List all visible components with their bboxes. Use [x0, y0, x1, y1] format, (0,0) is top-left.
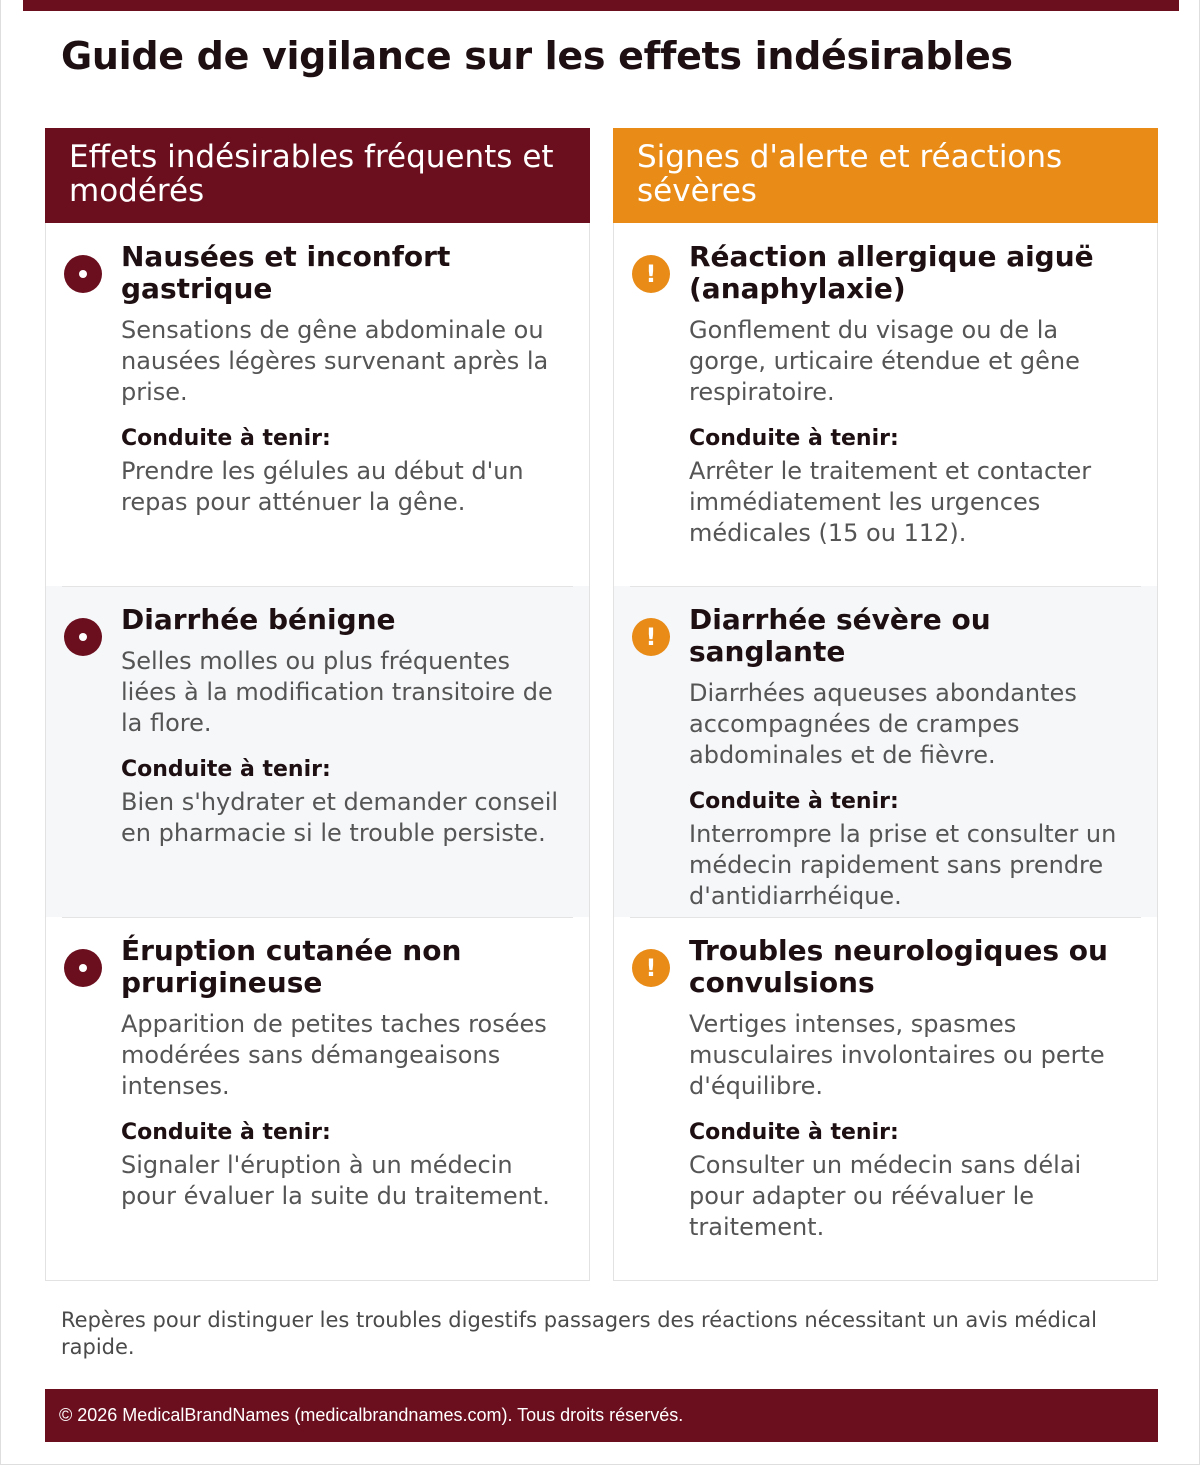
item-action: Prendre les gélules au début d'un repas pour atténuer la gêne. — [121, 457, 524, 516]
action-label: Conduite à tenir: — [689, 426, 899, 451]
exclamation-circle-icon: ! — [632, 949, 670, 987]
item-title: Diarrhée sévère ou sanglante — [689, 603, 991, 668]
list-item — [46, 917, 589, 1279]
divider — [630, 917, 1141, 918]
severe-reactions-column — [613, 128, 1158, 1281]
dot-circle-icon — [64, 255, 102, 293]
action-label: Conduite à tenir: — [121, 426, 331, 451]
divider — [62, 586, 573, 587]
copyright-footer: © 2026 MedicalBrandNames (medicalbrandnames.com). Tous droits réservés. — [45, 1389, 1158, 1442]
list-item — [614, 586, 1157, 917]
item-description: Gonflement du visage ou de la gorge, urticaire étendue et gêne respiratoire. — [689, 316, 1080, 406]
exclamation-circle-icon: ! — [632, 255, 670, 293]
moderate-effects-column — [45, 128, 590, 1281]
item-title: Nausées et inconfort gastrique — [121, 240, 451, 305]
item-title: Éruption cutanée non prurigineuse — [121, 934, 462, 999]
item-description: Apparition de petites taches rosées modérées sans démangeaisons intenses. — [121, 1010, 547, 1100]
severe-reactions-heading: Signes d'alerte et réactions sévères — [613, 128, 1158, 223]
item-action: Signaler l'éruption à un médecin pour évaluer la suite du traitement. — [121, 1151, 550, 1210]
item-description: Diarrhées aqueuses abondantes accompagnées de crampes abdominales et de fièvre. — [689, 679, 1077, 769]
item-action: Interrompre la prise et consulter un médecin rapidement sans prendre d'antidiarrhéique. — [689, 820, 1117, 910]
moderate-effects-heading: Effets indésirables fréquents et modérés — [45, 128, 590, 223]
item-action: Consulter un médecin sans délai pour adapter ou réévaluer le traitement. — [689, 1151, 1082, 1241]
dot-circle-icon — [64, 618, 102, 656]
item-title: Diarrhée bénigne — [121, 603, 396, 636]
action-label: Conduite à tenir: — [689, 1120, 899, 1145]
list-item — [46, 223, 589, 586]
page-title: Guide de vigilance sur les effets indésirables — [61, 34, 1013, 78]
list-item — [614, 917, 1157, 1279]
item-description: Vertiges intenses, spasmes musculaires involontaires ou perte d'équilibre. — [689, 1010, 1105, 1100]
action-label: Conduite à tenir: — [689, 789, 899, 814]
list-item — [46, 586, 589, 917]
item-title: Réaction allergique aiguë (anaphylaxie) — [689, 240, 1094, 305]
exclamation-circle-icon: ! — [632, 618, 670, 656]
list-item — [614, 223, 1157, 586]
top-accent-bar — [23, 0, 1179, 11]
divider — [62, 917, 573, 918]
item-title: Troubles neurologiques ou convulsions — [689, 934, 1108, 999]
action-label: Conduite à tenir: — [121, 1120, 331, 1145]
item-action: Bien s'hydrater et demander conseil en pharmacie si le trouble persiste. — [121, 788, 559, 847]
divider — [630, 586, 1141, 587]
action-label: Conduite à tenir: — [121, 757, 331, 782]
item-action: Arrêter le traitement et contacter immédiatement les urgences médicales (15 ou 112). — [689, 457, 1092, 547]
item-description: Selles molles ou plus fréquentes liées à la modification transitoire de la flore. — [121, 647, 553, 737]
footnote: Repères pour distinguer les troubles digestifs passagers des réactions nécessitant un avis médical rapide. — [61, 1308, 1097, 1359]
item-description: Sensations de gêne abdominale ou nausées légères survenant après la prise. — [121, 316, 549, 406]
dot-circle-icon — [64, 949, 102, 987]
